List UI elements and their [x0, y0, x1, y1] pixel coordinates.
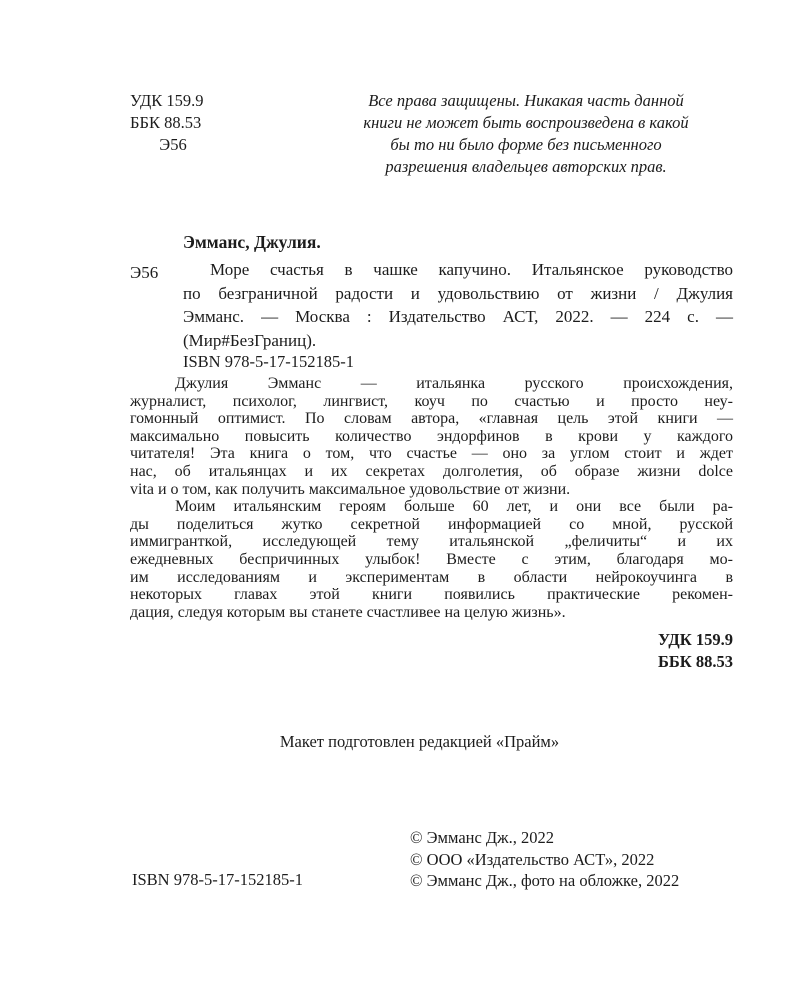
- udk-code-bottom: УДК 159.9: [657, 630, 733, 650]
- text-line: дация, следуя которым вы станете счастливее на целую жизнь».: [130, 603, 566, 621]
- text-line: ды поделиться жутко секретной информацией со мной, русской: [130, 515, 733, 533]
- author-sign: Э56: [159, 135, 187, 154]
- classification-codes-bottom: [130, 629, 733, 672]
- bottom-imprint-row: [130, 827, 733, 892]
- rights-notice: [319, 90, 733, 178]
- text-line: максимально повысить количество эндорфинов в крови у каждого: [130, 427, 733, 445]
- text-block: [130, 90, 733, 753]
- text-line: Все права защищены. Никакая часть данной: [368, 91, 684, 110]
- isbn-top: ISBN 978-5-17-152185-1: [183, 352, 354, 371]
- text-line: некоторых главах этой книги появились практические рекомен-: [130, 586, 733, 604]
- annotation-paragraph-1: [130, 375, 733, 498]
- text-line: vita и о том, как получить максимальное удовольствие от жизни.: [130, 480, 571, 498]
- entry-author-sign: Э56: [130, 263, 159, 282]
- text-line: © Эмманс Дж., 2022: [410, 828, 554, 847]
- text-line: бы то ни было форме без письменного: [390, 135, 662, 154]
- text-line: книги не может быть воспроизведена в какой: [363, 113, 689, 132]
- text-line: Море счастья в чашке капучино. Итальянское руководство: [210, 260, 733, 279]
- text-line: © ООО «Издательство АСТ», 2022: [410, 849, 655, 869]
- annotation: [130, 375, 733, 621]
- annotation-paragraph-2: [130, 498, 733, 621]
- text-line: нас, об итальянцах и их секретах долголетия, об образе жизни dolce: [130, 462, 733, 480]
- text-line: журналист, психолог, лингвист, коуч по счастью и просто неу-: [130, 392, 733, 410]
- text-line: © Эмманс Дж., фото на обложке, 2022: [410, 871, 680, 890]
- text-line: (Мир#БезГраниц).: [183, 330, 317, 350]
- classification-codes-top: [130, 90, 216, 156]
- text-line: разрешения владельцев авторских прав.: [385, 157, 667, 176]
- isbn-bottom: ISBN 978-5-17-152185-1: [132, 870, 303, 889]
- text-line: читателя! Эта книга о том, что счастье — оно за углом стоит и ждет: [130, 445, 733, 463]
- text-line: Эмманс. — Москва : Издательство АСТ, 2022. — 224 с. —: [183, 307, 733, 326]
- text-line: им исследованиям и экспериментам в области нейрокоучинга в: [130, 568, 733, 586]
- text-line: Моим итальянским героям больше 60 лет, и они все были ра-: [175, 498, 733, 516]
- bibliographic-entry: [130, 258, 733, 352]
- imprint-note: Макет подготовлен редакцией «Прайм»: [279, 732, 560, 752]
- bbk-code-bottom: ББК 88.53: [657, 651, 733, 671]
- top-row: [130, 90, 733, 178]
- text-line: гомонный оптимист. По словам автора, «главная цель этой книги —: [130, 410, 733, 428]
- text-line: по безграничной радости и удовольствию от жизни / Джулия: [183, 283, 733, 303]
- author-heading: Эмманс, Джулия.: [183, 232, 321, 252]
- bbk-code: ББК 88.53: [130, 113, 202, 132]
- udk-code: УДК 159.9: [130, 91, 204, 110]
- text-line: ежедневных беспричинных улыбок! Вместе с этим, благодаря мо-: [130, 550, 733, 568]
- text-line: иммигранткой, исследующей тему итальянской „феличиты“ и их: [130, 533, 733, 551]
- bibliographic-description: [183, 258, 733, 352]
- text-line: Джулия Эмманс — итальянка русского происхождения,: [175, 375, 733, 392]
- copyright-block: [410, 827, 733, 892]
